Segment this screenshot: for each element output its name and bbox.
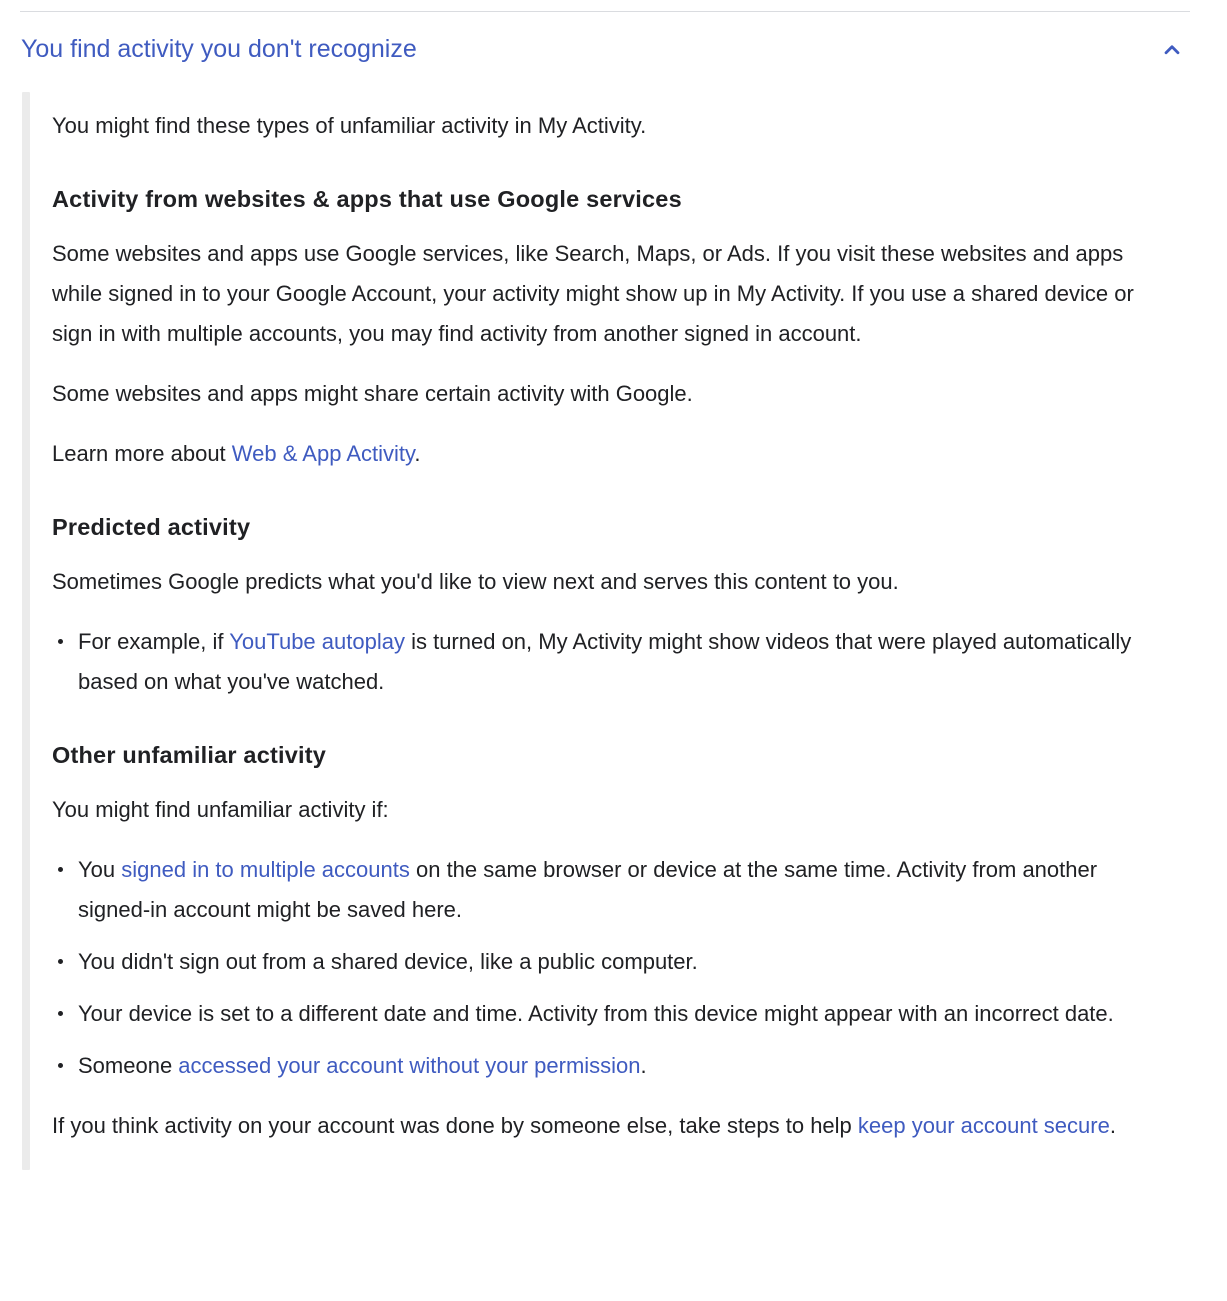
chevron-up-icon: [1159, 51, 1185, 66]
link-youtube-autoplay[interactable]: YouTube autoplay: [229, 629, 405, 654]
indent-bar: [22, 92, 30, 1170]
collapse-button[interactable]: [1159, 37, 1185, 63]
link-keep-your-account-secure[interactable]: keep your account secure: [857, 1113, 1110, 1138]
accordion-body: [22, 92, 1177, 1170]
list-item: You signed in to multiple accounts on the same browser or device at the same time. Activity from another signed-in account might be saved here.: [52, 850, 1145, 930]
list-item: Your device is set to a different date and time. Activity from this device might appear with an incorrect date.: [52, 994, 1145, 1034]
paragraph: Sometimes Google predicts what you'd like to view next and serves this content to you.: [52, 569, 899, 594]
section-heading: Other unfamiliar activity: [52, 742, 327, 768]
list-item: You didn't sign out from a shared device, like a public computer.: [52, 942, 1145, 982]
accordion-title[interactable]: You find activity you don't recognize: [21, 35, 417, 63]
paragraph: You might find these types of unfamiliar activity in My Activity.: [52, 113, 647, 138]
section-heading: Predicted activity: [52, 514, 251, 540]
paragraph: You might find unfamiliar activity if:: [52, 797, 389, 822]
help-article-content: [30, 92, 1155, 1170]
list-item: For example, if YouTube autoplay is turned on, My Activity might show videos that were played automatically based on what you've watched.: [52, 622, 1145, 702]
paragraph: Learn more about Web & App Activity.: [52, 441, 421, 466]
bullet-list: [52, 850, 1145, 1086]
paragraph: Some websites and apps might share certain activity with Google.: [52, 381, 693, 406]
paragraph: Some websites and apps use Google services, like Search, Maps, or Ads. If you visit these websites and apps while signed in to your Google Account, your activity might show up in My Activity. If you use a shared device or sign in with multiple accounts, you may find activity from another signed in account.: [52, 241, 1134, 346]
link-signed-in-to-multiple-accounts[interactable]: signed in to multiple accounts: [121, 857, 410, 882]
link-web-app-activity[interactable]: Web & App Activity: [231, 441, 415, 466]
section-heading: Activity from websites & apps that use Google services: [52, 186, 682, 212]
list-item: Someone accessed your account without your permission.: [52, 1046, 1145, 1086]
paragraph: If you think activity on your account was done by someone else, take steps to help keep your account secure.: [52, 1113, 1116, 1138]
bullet-list: [52, 622, 1145, 702]
accordion-header[interactable]: [0, 12, 1227, 64]
link-accessed-your-account-without-your-permission[interactable]: accessed your account without your permission: [178, 1053, 641, 1078]
